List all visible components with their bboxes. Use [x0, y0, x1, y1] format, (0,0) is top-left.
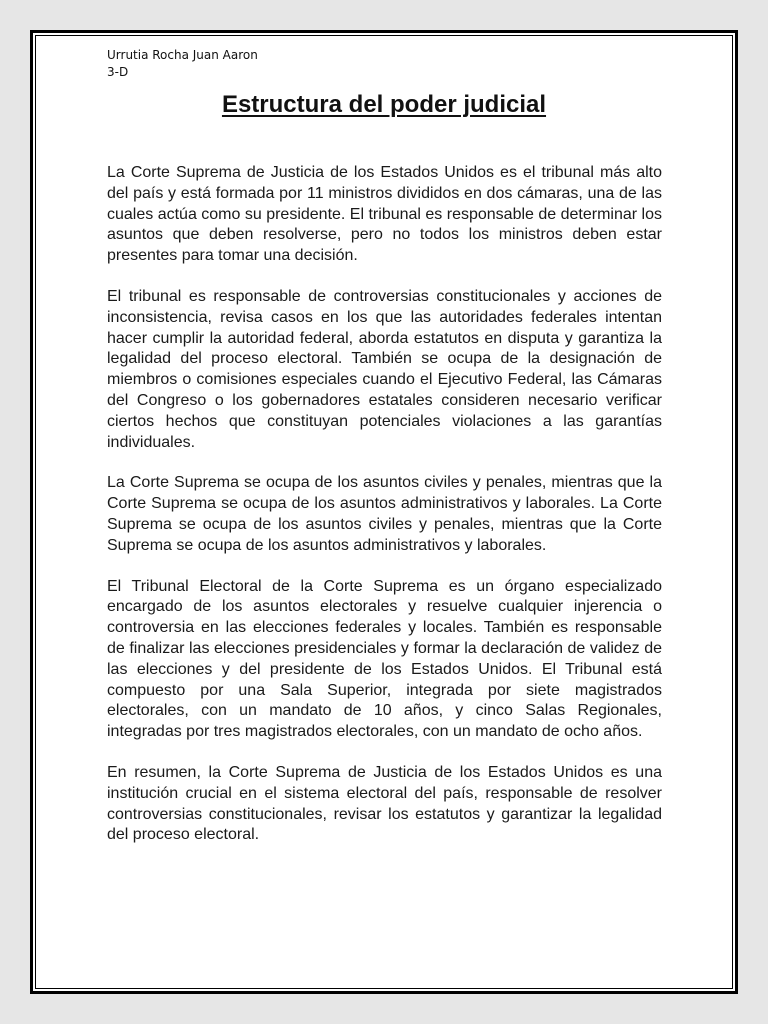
paragraph: El tribunal es responsable de controversias constitucionales y acciones de inconsistencia, revisa casos en los que las autoridades federales intentan hacer cumplir la autoridad federal, aborda estatutos en disputa y garantiza la legalidad del proceso electoral. También se ocupa de la designación de miembros o comisiones especiales cuando el Ejecutivo Federal, las Cámaras del Congreso o los gobernadores estatales consideren necesario verificar ciertos hechos que constituyan potenciales violaciones a las garantías individuales.: [107, 287, 662, 451]
group-label: 3-D: [107, 65, 129, 79]
document-title: Estructura del poder judicial: [221, 91, 547, 118]
paragraph: En resumen, la Corte Suprema de Justicia de los Estados Unidos es una institución crucial en el sistema electoral del país, responsable de resolver controversias constitucionales, revisar los estatutos y garantizar la legalidad del proceso electoral.: [107, 763, 662, 844]
document-page: [30, 30, 738, 994]
document-header: [107, 47, 258, 81]
paragraph: La Corte Suprema se ocupa de los asuntos civiles y penales, mientras que la Corte Suprema se ocupa de los asuntos administrativos y laborales. La Corte Suprema se ocupa de los asuntos civiles y penales, mientras que la Corte Suprema se ocupa de los asuntos administrativos y laborales.: [107, 474, 662, 554]
author-name: Urrutia Rocha Juan Aaron: [107, 48, 258, 62]
paragraph: El Tribunal Electoral de la Corte Suprema es un órgano especializado encargado de los asuntos electorales y resuelve cualquier injerencia o controversia en las elecciones federales y locales. También es responsable de finalizar las elecciones presidenciales y formar la declaración de validez de las elecciones y del presidente de los Estados Unidos. El Tribunal está compuesto por una Sala Superior, integrada por siete magistrados electorales, con un mandato de 10 años, y cinco Salas Regionales, integradas por tres magistrados electorales, con un mandato de ocho años.: [107, 577, 662, 741]
document-body: [107, 163, 662, 866]
paragraph: La Corte Suprema de Justicia de los Estados Unidos es el tribunal más alto del país y está formada por 11 ministros divididos en dos cámaras, una de las cuales actúa como su presidente. El tribunal es responsable de determinar los asuntos que deben resolverse, pero no todos los ministros deben estar presentes para tomar una decisión.: [107, 164, 662, 265]
